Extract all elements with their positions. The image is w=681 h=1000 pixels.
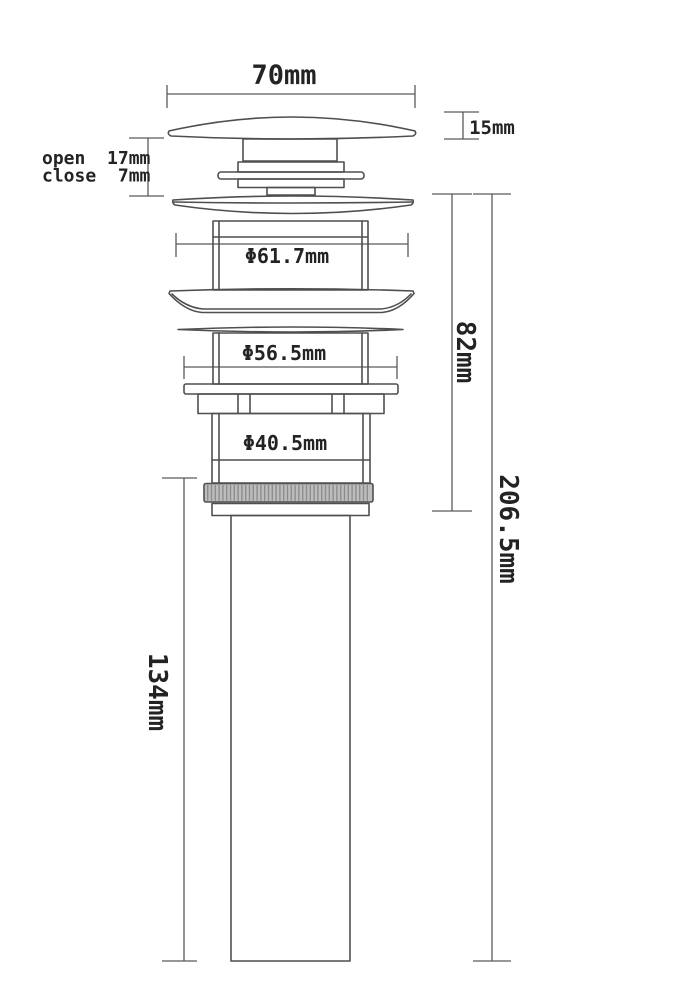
flange-diameter-label: Φ61.7mm <box>244 244 330 268</box>
upper-section-height-label: 82mm <box>450 320 480 384</box>
tailpipe-length-label: 134mm <box>142 652 172 732</box>
mechanism-seal-disc <box>218 172 364 179</box>
mechanism-disc-lower <box>238 179 344 188</box>
pop-up-open-label: open 17mm <box>42 148 151 169</box>
overall-height-label: 206.5mm <box>493 474 523 584</box>
mechanism-disc-upper <box>238 162 344 172</box>
gasket-disc <box>178 327 403 332</box>
cap-dome <box>168 117 415 139</box>
cap-width-label: 70mm <box>251 60 317 91</box>
knurled-ring <box>204 484 373 503</box>
mechanism-disc-small <box>267 188 315 196</box>
mounting-plate <box>184 384 398 394</box>
pop-up-close-label: close 7mm <box>42 165 151 187</box>
collar <box>212 504 369 516</box>
locking-nut-facets <box>238 394 344 414</box>
cap-stem <box>243 139 337 161</box>
body-diameter-label: Φ56.5mm <box>241 341 327 365</box>
dimension-lines <box>129 85 511 961</box>
lower-body-diameter-label: Φ40.5mm <box>242 431 328 455</box>
tailpipe-tube <box>231 516 350 962</box>
cap-height-label: 15mm <box>469 117 515 139</box>
upper-flange <box>173 196 414 214</box>
locking-nut <box>198 394 384 414</box>
winged-flange-inner-line <box>172 294 411 309</box>
upper-flange-inner-line <box>174 202 412 203</box>
